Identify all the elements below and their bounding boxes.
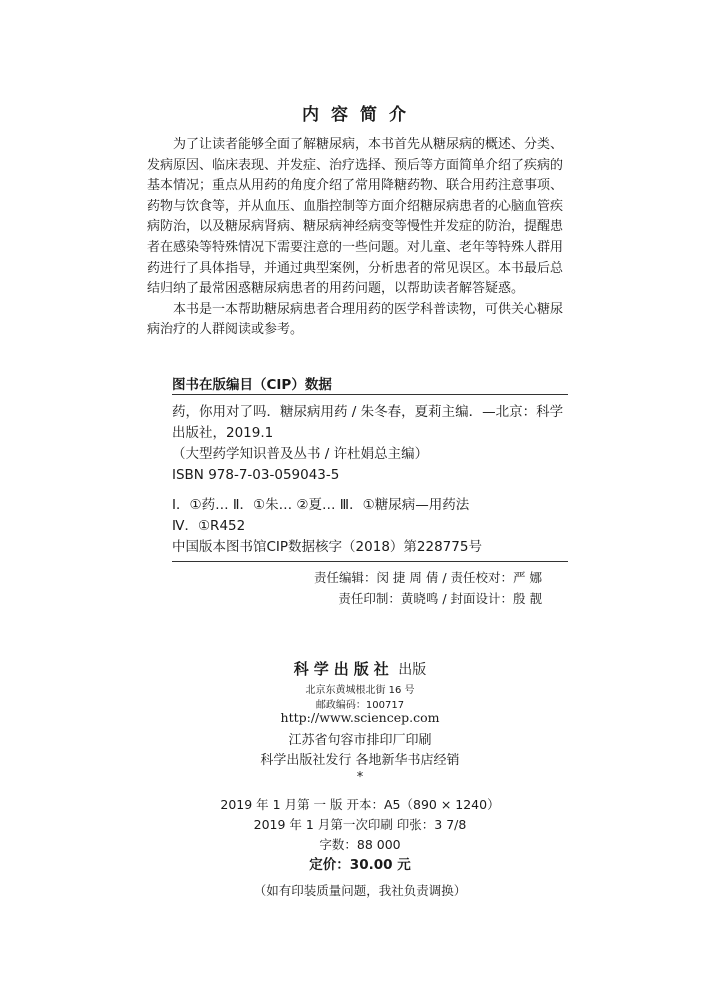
cip-heading: 图书在版编目（CIP）数据	[172, 377, 332, 393]
summary-paragraph-2: 本书是一本帮助糖尿病患者合理用药的医学科普读物，可供关心糖尿病治疗的人群阅读或参考。	[147, 301, 564, 338]
distribution-line: 科学出版社发行 各地新华书店经销	[260, 753, 460, 768]
printing-line: 2019 年 1 月第一次印刷 印张：3 7/8	[253, 817, 467, 832]
price-line: 定价：30.00 元	[309, 857, 411, 873]
page-title: 内容简介	[302, 105, 418, 125]
publisher-suffix: 出版	[398, 662, 427, 678]
cip-record-number-line: 中国版本图书馆CIP数据核字（2018）第228775号	[172, 539, 482, 555]
separator-asterisk: *	[356, 770, 364, 785]
cip-title-line: 药，你用对了吗．糖尿病用药 / 朱冬春，夏莉主编．—北京：科学	[172, 404, 564, 420]
credits-production: 责任印制：黄晓鸣 / 封面设计：殷 靓	[338, 591, 542, 606]
summary-section	[147, 135, 573, 341]
cip-series-line: （大型药学知识普及丛书 / 许杜娟总主编）	[172, 446, 429, 462]
cip-publisher-line: 出版社，2019.1	[172, 425, 274, 441]
cip-isbn-line: ISBN 978-7-03-059043-5	[172, 467, 340, 483]
publisher-url: http://www.sciencep.com	[280, 710, 440, 725]
cip-bottom-divider	[172, 561, 568, 562]
imprint-block	[0, 795, 720, 901]
word-count-line: 字数：88 000	[319, 837, 401, 852]
publisher-address: 北京东黄城根北街 16 号	[305, 685, 415, 696]
publisher-line	[0, 658, 720, 679]
cip-classification-line: Ⅰ．①药… Ⅱ．①朱… ②夏… Ⅲ．①糖尿病—用药法	[172, 497, 470, 513]
credits-block	[314, 567, 542, 609]
credits-editors: 责任编辑：闵 捷 周 倩 / 责任校对：严 娜	[313, 570, 542, 585]
cip-top-divider	[172, 394, 568, 395]
cip-spacer	[172, 486, 582, 495]
edition-line: 2019 年 1 月第 一 版 开本：A5（890 × 1240）	[220, 797, 500, 812]
summary-paragraph-1: 为了让读者能够全面了解糖尿病，本书首先从糖尿病的概述、分类、发病原因、临床表现、并发症、治疗选择、预后等方面简单介绍了疾病的基本情况；重点从用药的角度介绍了常用降糖药物、联合用药注意事项、药物与饮食等，并从血压、血脂控制等方面介绍糖尿病患者的心脑血管疾病防治，以及糖尿病肾病、糖尿病神经病变等慢性并发症的防治，提醒患者在感染等特殊情况下需要注意的一些问题。对儿童、老年等特殊人群用药进行了具体指导，并通过典型案例，分析患者的常见误区。本书最后总结归纳了最常困惑糖尿病患者的用药问题，以帮助读者解答疑惑。	[147, 137, 564, 297]
publisher-postcode: 邮政编码：100717	[315, 700, 405, 711]
quality-notice: （如有印装质量问题，我社负责调换）	[253, 883, 467, 898]
publisher-logo-text: 科学出版社	[293, 660, 394, 678]
cip-class-code-line: Ⅳ．①R452	[172, 518, 246, 534]
cip-data-block	[172, 402, 582, 558]
printer-line: 江苏省句容市排印厂印刷	[288, 733, 432, 748]
